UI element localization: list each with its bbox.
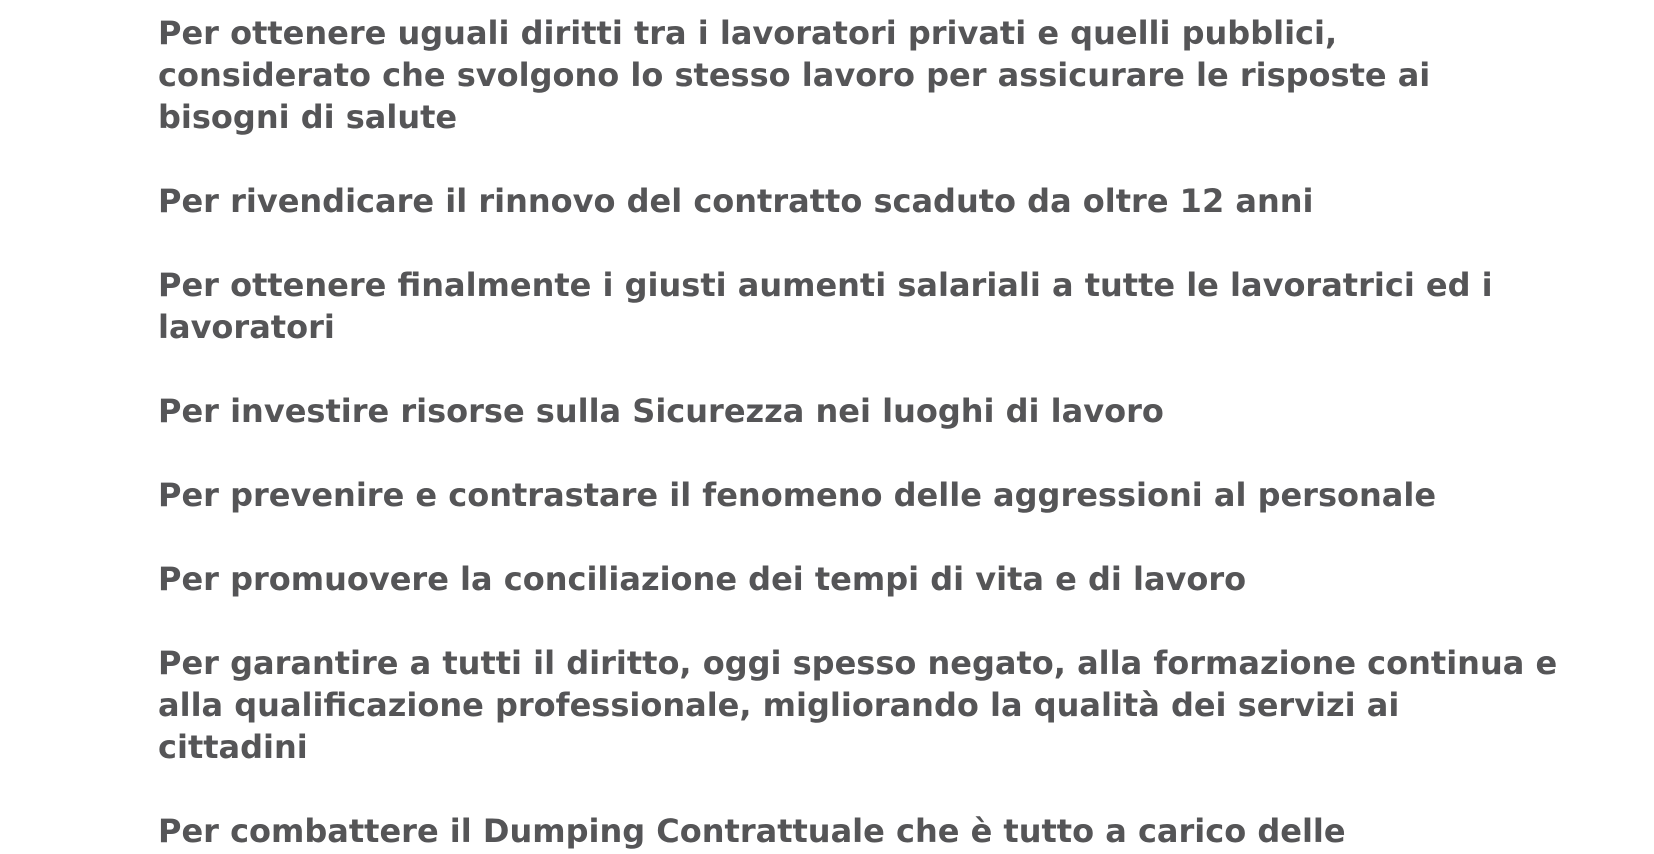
list-item: Per combattere il Dumping Contrattuale che è tutto a carico delle bbox=[158, 812, 1346, 850]
list-item: Per rivendicare il rinnovo del contratto scaduto da oltre 12 anni bbox=[158, 182, 1314, 220]
list-item: Per prevenire e contrastare il fenomeno delle aggressioni al personale bbox=[158, 476, 1437, 514]
demands-list bbox=[158, 12, 1558, 854]
list-item: Per promuovere la conciliazione dei tempi di vita e di lavoro bbox=[158, 560, 1247, 598]
list-item: Per ottenere finalmente i giusti aumenti salariali a tutte le lavoratrici ed i lavoratori bbox=[158, 266, 1493, 346]
list-item: Per ottenere uguali diritti tra i lavoratori privati e quelli pubblici, considerato che svolgono lo stesso lavoro per assicurare le risposte ai bisogni di salute bbox=[158, 14, 1431, 136]
list-item: Per investire risorse sulla Sicurezza nei luoghi di lavoro bbox=[158, 392, 1164, 430]
list-item: Per garantire a tutti il diritto, oggi spesso negato, alla formazione continua e alla qualificazione professionale, migliorando la qualità dei servizi ai cittadini bbox=[158, 644, 1558, 766]
